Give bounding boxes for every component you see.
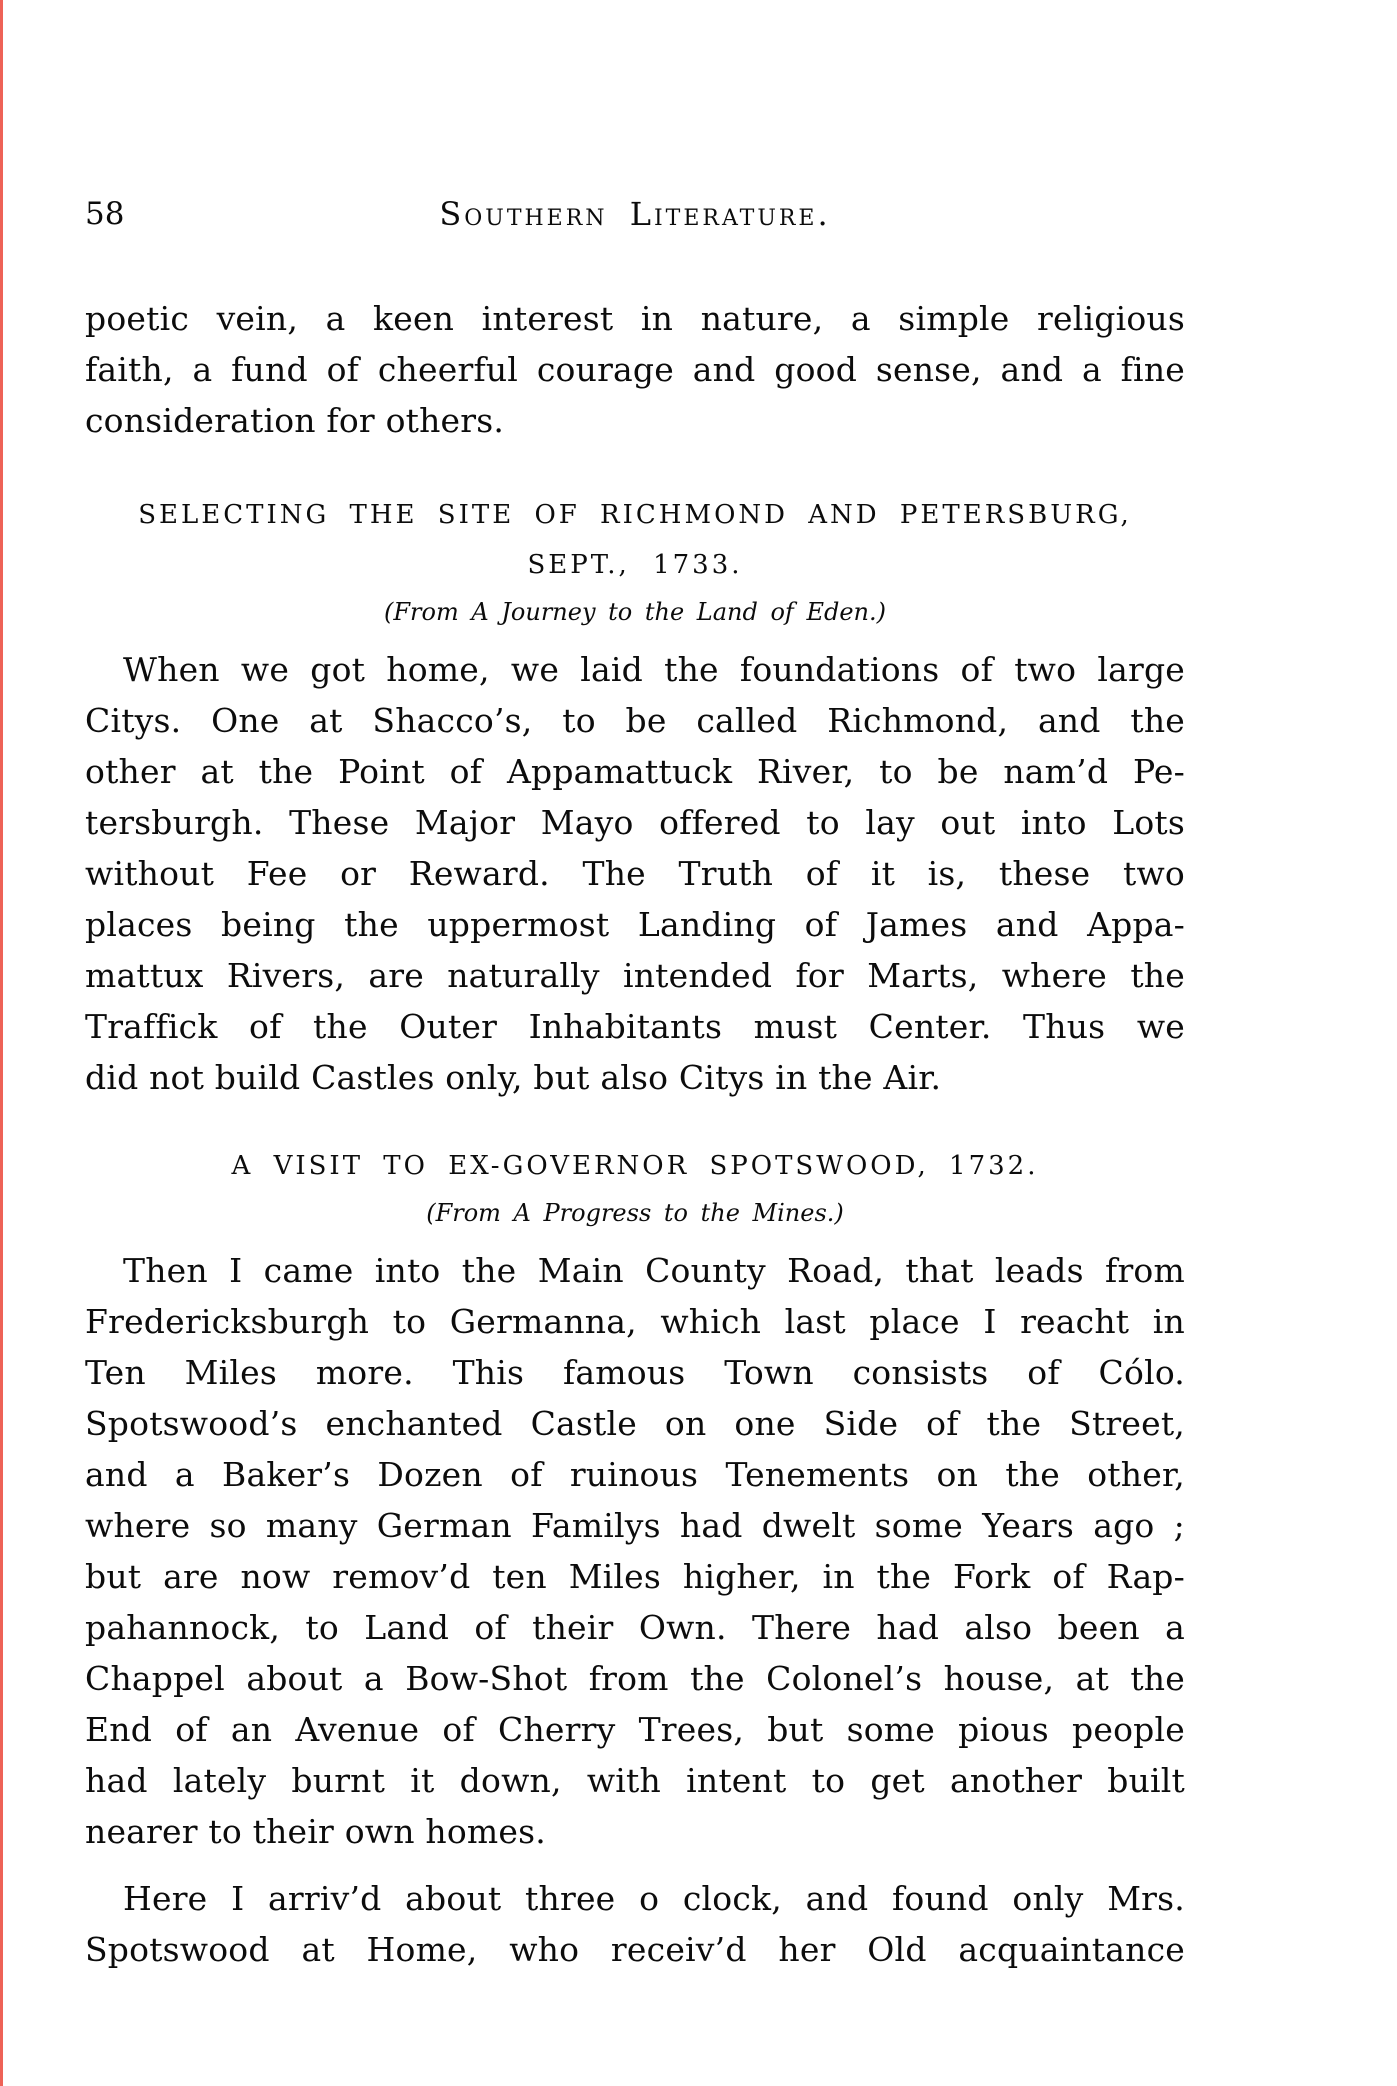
section-1-paragraph	[85, 644, 1185, 1103]
text-line: nearer to their own homes.	[85, 1812, 546, 1851]
page-number: 58	[85, 196, 125, 232]
text-line: where so many German Familys had dwelt some Years ago ;	[85, 1506, 1185, 1545]
text-line: did not build Castles only, but also Citys in the Air.	[85, 1058, 942, 1097]
text-line: without Fee or Reward. The Truth of it is, these two	[85, 854, 1185, 893]
text-line: Traffick of the Outer Inhabitants must Center. Thus we	[85, 1007, 1185, 1046]
section-1-title: SELECTING THE SITE OF RICHMOND AND PETERSBURG,	[138, 500, 1132, 530]
intro-paragraph	[85, 293, 1185, 446]
text-line: consideration for others.	[85, 401, 505, 440]
text-line: When we got home, we laid the foundations of two large	[123, 650, 1185, 689]
section-2-paragraph-1	[85, 1245, 1185, 1857]
text-line: had lately burnt it down, with intent to get another built	[85, 1761, 1185, 1800]
section-2-title: A VISIT TO EX-GOVERNOR SPOTSWOOD, 1732.	[231, 1151, 1039, 1181]
text-line: Spotswood’s enchanted Castle on one Side of the Street,	[85, 1404, 1185, 1443]
book-page	[85, 193, 1185, 1975]
text-line: other at the Point of Appamattuck River, to be nam’d Pe-	[85, 752, 1185, 791]
text-line: Citys. One at Shacco’s, to be called Richmond, and the	[85, 701, 1185, 740]
text-line: and a Baker’s Dozen of ruinous Tenements on the other,	[85, 1455, 1185, 1494]
text-line: pahannock, to Land of their Own. There had also been a	[85, 1608, 1185, 1647]
running-title: Southern Literature.	[439, 195, 831, 233]
text-line: tersburgh. These Major Mayo offered to lay out into Lots	[85, 803, 1185, 842]
text-line: but are now remov’d ten Miles higher, in the Fork of Rap-	[85, 1557, 1185, 1596]
text-line: Spotswood at Home, who receiv’d her Old acquaintance	[85, 1930, 1185, 1969]
text-line: Fredericksburgh to Germanna, which last place I reacht in	[85, 1302, 1185, 1341]
section-2-source: (From A Progress to the Mines.)	[426, 1199, 844, 1227]
text-line: mattux Rivers, are naturally intended for Marts, where the	[85, 956, 1185, 995]
section-1-date: SEPT., 1733.	[527, 550, 743, 580]
page-header	[85, 193, 1185, 235]
text-line: faith, a fund of cheerful courage and good sense, and a fine	[85, 350, 1185, 389]
text-line: Here I arriv’d about three o clock, and found only Mrs.	[123, 1879, 1185, 1918]
page-body	[85, 293, 1185, 1975]
text-line: Then I came into the Main County Road, that leads from	[123, 1251, 1185, 1290]
section-2-paragraph-2	[85, 1873, 1185, 1975]
text-line: Ten Miles more. This famous Town consists of Cólo.	[85, 1353, 1185, 1392]
scan-edge-line	[0, 0, 3, 2086]
text-line: places being the uppermost Landing of James and Appa-	[85, 905, 1185, 944]
text-line: Chappel about a Bow-Shot from the Colonel’s house, at the	[85, 1659, 1185, 1698]
text-line: poetic vein, a keen interest in nature, a simple religious	[85, 299, 1185, 338]
section-1-source: (From A Journey to the Land of Eden.)	[384, 598, 886, 626]
text-line: End of an Avenue of Cherry Trees, but some pious people	[85, 1710, 1185, 1749]
